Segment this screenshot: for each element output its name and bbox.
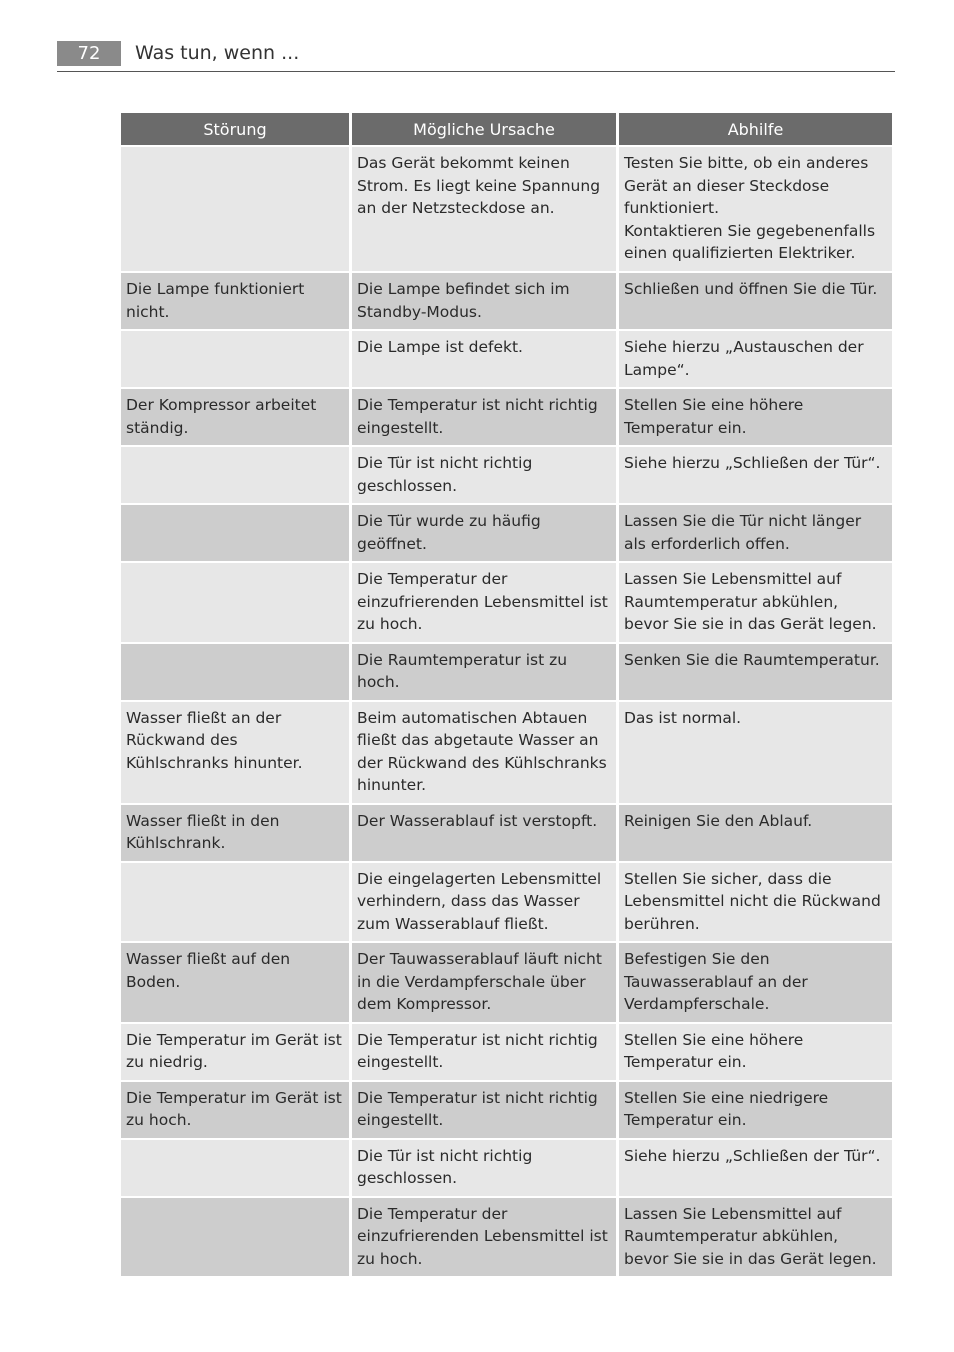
cell-remedy: Testen Sie bitte, ob ein anderes Gerät an dieser Steckdose funktioniert. Kontaktieren Sie gegebenenfalls einen qualifizierten Elektriker.: [619, 147, 892, 271]
cell-remedy: Stellen Sie eine höhere Temperatur ein.: [619, 1024, 892, 1080]
cell-cause: Die Raumtemperatur ist zu hoch.: [352, 644, 616, 700]
cell-problem: Wasser fließt an der Rückwand des Kühlschranks hinunter.: [121, 702, 349, 803]
cell-problem: [121, 331, 349, 387]
cell-cause: Die Tür ist nicht richtig geschlossen.: [352, 1140, 616, 1196]
cell-cause: Die Temperatur ist nicht richtig eingestellt.: [352, 1024, 616, 1080]
table-row: [121, 1082, 892, 1138]
cell-problem: [121, 505, 349, 561]
cell-problem: [121, 644, 349, 700]
cell-problem: Die Temperatur im Gerät ist zu hoch.: [121, 1082, 349, 1138]
table-row: [121, 331, 892, 387]
cell-remedy: Senken Sie die Raumtemperatur.: [619, 644, 892, 700]
table-row: [121, 943, 892, 1022]
cell-problem: Die Lampe funktioniert nicht.: [121, 273, 349, 329]
cell-remedy: Stellen Sie eine niedrigere Temperatur ein.: [619, 1082, 892, 1138]
table-row: [121, 273, 892, 329]
column-header-problem: Störung: [121, 113, 349, 145]
cell-remedy: Siehe hierzu „Schließen der Tür“.: [619, 1140, 892, 1196]
cell-remedy: Stellen Sie eine höhere Temperatur ein.: [619, 389, 892, 445]
cell-remedy: Lassen Sie die Tür nicht länger als erforderlich offen.: [619, 505, 892, 561]
cell-cause: Die eingelagerten Lebensmittel verhindern, dass das Wasser zum Wasserablauf fließt.: [352, 863, 616, 942]
cell-cause: Beim automatischen Abtauen fließt das abgetaute Wasser an der Rückwand des Kühlschranks hinunter.: [352, 702, 616, 803]
column-header-cause: Mögliche Ursache: [352, 113, 616, 145]
column-header-remedy: Abhilfe: [619, 113, 892, 145]
cell-problem: [121, 1140, 349, 1196]
cell-remedy: Reinigen Sie den Ablauf.: [619, 805, 892, 861]
table-header-row: [121, 113, 892, 145]
cell-remedy: Schließen und öffnen Sie die Tür.: [619, 273, 892, 329]
table-row: [121, 805, 892, 861]
cell-cause: Der Wasserablauf ist verstopft.: [352, 805, 616, 861]
cell-remedy: Lassen Sie Lebensmittel auf Raumtemperatur abkühlen, bevor Sie sie in das Gerät legen.: [619, 563, 892, 642]
cell-remedy: Siehe hierzu „Austauschen der Lampe“.: [619, 331, 892, 387]
cell-remedy: Siehe hierzu „Schließen der Tür“.: [619, 447, 892, 503]
cell-cause: Die Tür ist nicht richtig geschlossen.: [352, 447, 616, 503]
cell-cause: Der Tauwasserablauf läuft nicht in die Verdampferschale über dem Kompressor.: [352, 943, 616, 1022]
cell-remedy: Stellen Sie sicher, dass die Lebensmittel nicht die Rückwand berühren.: [619, 863, 892, 942]
cell-cause: Die Temperatur der einzufrierenden Lebensmittel ist zu hoch.: [352, 1198, 616, 1277]
cell-remedy: Befestigen Sie den Tauwasserablauf an der Verdampferschale.: [619, 943, 892, 1022]
cell-problem: [121, 563, 349, 642]
table-row: [121, 1024, 892, 1080]
table-row: [121, 644, 892, 700]
cell-cause: Die Lampe ist defekt.: [352, 331, 616, 387]
cell-cause: Das Gerät bekommt keinen Strom. Es liegt keine Spannung an der Netzsteckdose an.: [352, 147, 616, 271]
cell-problem: [121, 447, 349, 503]
table-row: [121, 1140, 892, 1196]
cell-cause: Die Tür wurde zu häufig geöffnet.: [352, 505, 616, 561]
page-number: 72: [57, 41, 121, 66]
cell-problem: Wasser fließt in den Kühlschrank.: [121, 805, 349, 861]
table-row: [121, 447, 892, 503]
table-row: [121, 863, 892, 942]
cell-problem: Die Temperatur im Gerät ist zu niedrig.: [121, 1024, 349, 1080]
cell-problem: Wasser fließt auf den Boden.: [121, 943, 349, 1022]
table-row: [121, 147, 892, 271]
table-row: [121, 505, 892, 561]
cell-problem: Der Kompressor arbeitet ständig.: [121, 389, 349, 445]
troubleshooting-table: [118, 111, 895, 1278]
section-title: Was tun, wenn ...: [135, 42, 300, 64]
cell-cause: Die Lampe befindet sich im Standby-Modus.: [352, 273, 616, 329]
cell-cause: Die Temperatur ist nicht richtig eingestellt.: [352, 389, 616, 445]
cell-cause: Die Temperatur der einzufrierenden Lebensmittel ist zu hoch.: [352, 563, 616, 642]
cell-problem: [121, 863, 349, 942]
table-row: [121, 702, 892, 803]
cell-problem: [121, 1198, 349, 1277]
table-row: [121, 389, 892, 445]
table-row: [121, 563, 892, 642]
cell-remedy: Lassen Sie Lebensmittel auf Raumtemperatur abkühlen, bevor Sie sie in das Gerät legen.: [619, 1198, 892, 1277]
cell-remedy: Das ist normal.: [619, 702, 892, 803]
page-header: [57, 41, 895, 72]
table-row: [121, 1198, 892, 1277]
cell-problem: [121, 147, 349, 271]
cell-cause: Die Temperatur ist nicht richtig eingestellt.: [352, 1082, 616, 1138]
